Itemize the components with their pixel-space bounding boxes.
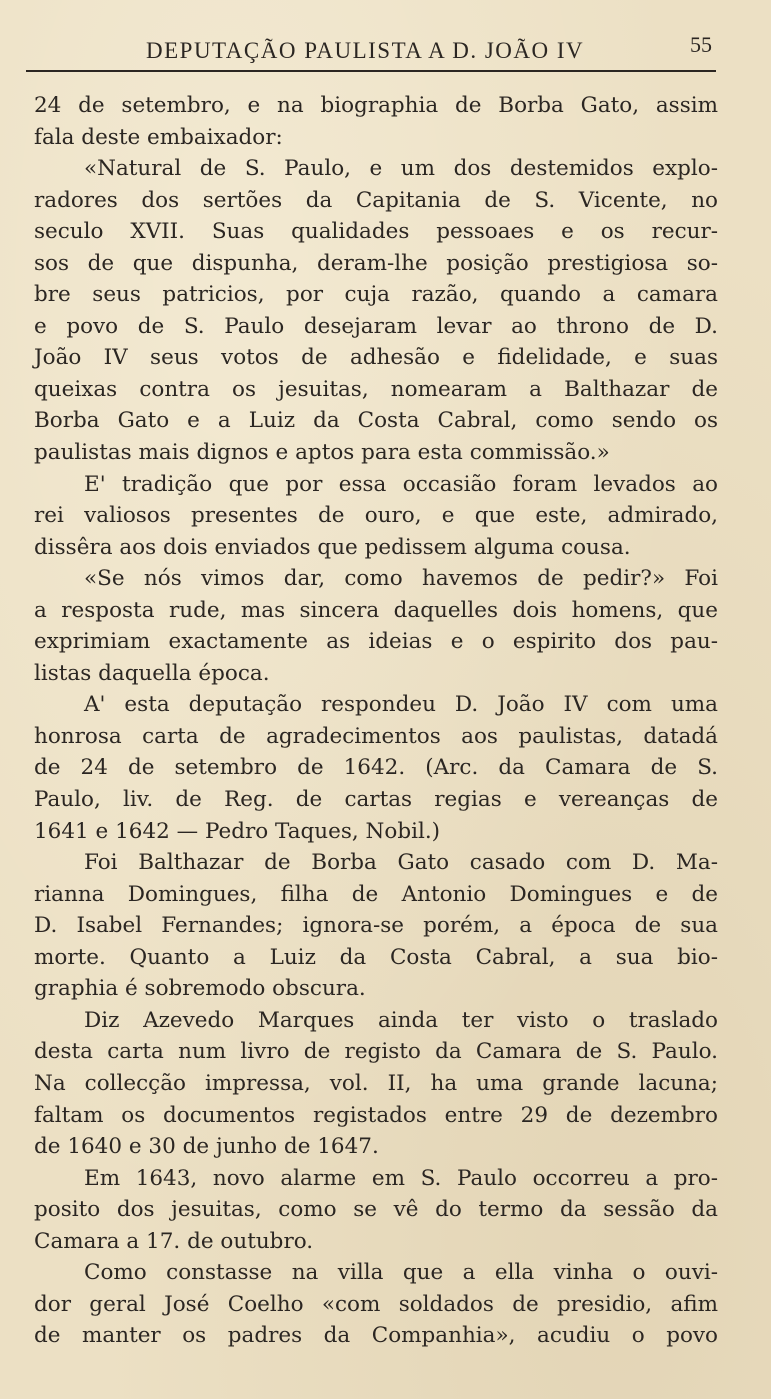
text-line: posito dos jesuitas, como se vê do termo da sessão da bbox=[34, 1197, 718, 1223]
text-line: de 1640 e 30 de junho de 1647. bbox=[34, 1134, 379, 1160]
text-line: Diz Azevedo Marques ainda ter visto o traslado bbox=[84, 1007, 718, 1033]
text-line: graphia é sobremodo obscura. bbox=[34, 976, 366, 1002]
text-line: honrosa carta de agradecimentos aos paulistas, datadá bbox=[34, 723, 718, 749]
text-line: Foi Balthazar de Borba Gato casado com D. Ma- bbox=[84, 850, 718, 876]
text-line: Borba Gato e a Luiz da Costa Cabral, como sendo os bbox=[34, 408, 718, 434]
text-line: rei valiosos presentes de ouro, e que este, admirado, bbox=[34, 503, 718, 529]
text-line: seculo XVII. Suas qualidades pessoaes e os recur- bbox=[34, 219, 718, 245]
text-line: radores dos sertões da Capitania de S. Vicente, no bbox=[34, 187, 718, 213]
text-line: João IV seus votos de adhesão e fidelidade, e suas bbox=[34, 345, 718, 371]
text-line: A' esta deputação respondeu D. João IV com uma bbox=[84, 692, 718, 718]
text-line: listas daquella época. bbox=[34, 660, 270, 686]
text-line: fala deste embaixador: bbox=[34, 124, 283, 150]
text-line: sos de que dispunha, deram-lhe posição prestigiosa so- bbox=[34, 250, 718, 276]
text-line: rianna Domingues, filha de Antonio Domingues e de bbox=[34, 881, 718, 907]
text-line: 24 de setembro, e na biographia de Borba Gato, assim bbox=[34, 93, 718, 118]
text-line: e povo de S. Paulo desejaram levar ao throno de D. bbox=[34, 313, 718, 339]
text-line: «Natural de S. Paulo, e um dos destemidos explo- bbox=[84, 156, 718, 182]
text-line: D. Isabel Fernandes; ignora-se porém, a época de sua bbox=[34, 913, 718, 939]
text-line: desta carta num livro de registo da Camara de S. Paulo. bbox=[34, 1039, 718, 1065]
text-line: paulistas mais dignos e aptos para esta commissão.» bbox=[34, 440, 610, 466]
text-line: de 24 de setembro de 1642. (Arc. da Camara de S. bbox=[34, 755, 718, 781]
running-head bbox=[26, 30, 716, 72]
body-text bbox=[34, 90, 718, 1352]
text-line: morte. Quanto a Luiz da Costa Cabral, a sua bio- bbox=[34, 944, 718, 970]
text-line: 1641 e 1642 — Pedro Taques, Nobil.) bbox=[34, 818, 441, 844]
text-line: Em 1643, novo alarme em S. Paulo occorreu a pro- bbox=[84, 1165, 718, 1191]
text-line: E' tradição que por essa occasião foram levados ao bbox=[84, 471, 718, 497]
running-title: DEPUTAÇÃO PAULISTA A D. JOÃO IV bbox=[146, 38, 585, 63]
text-line: bre seus patricios, por cuja razão, quando a camara bbox=[34, 282, 718, 308]
text-line: faltam os documentos registados entre 29 de dezembro bbox=[34, 1102, 718, 1128]
text-line: exprimiam exactamente as ideias e o espirito dos pau- bbox=[34, 629, 718, 655]
page-number: 55 bbox=[690, 32, 712, 57]
text-line: Camara a 17. de outubro. bbox=[34, 1228, 314, 1254]
text-line: dor geral José Coelho «com soldados de presidio, afim bbox=[34, 1291, 718, 1317]
text-line: Como constasse na villa que a ella vinha o ouvi- bbox=[84, 1260, 718, 1286]
text-line: a resposta rude, mas sincera daquelles dois homens, que bbox=[34, 597, 718, 623]
text-line: Paulo, liv. de Reg. de cartas regias e vereanças de bbox=[34, 787, 718, 813]
text-line: dissêra aos dois enviados que pedissem alguma cousa. bbox=[34, 534, 631, 560]
text-line: «Se nós vimos dar, como havemos de pedir?» Foi bbox=[84, 566, 718, 592]
text-line: queixas contra os jesuitas, nomearam a Balthazar de bbox=[34, 376, 718, 402]
text-line: Na collecção impressa, vol. II, ha uma grande lacuna; bbox=[34, 1070, 718, 1096]
text-line: de manter os padres da Companhia», acudiu o povo bbox=[34, 1323, 718, 1349]
